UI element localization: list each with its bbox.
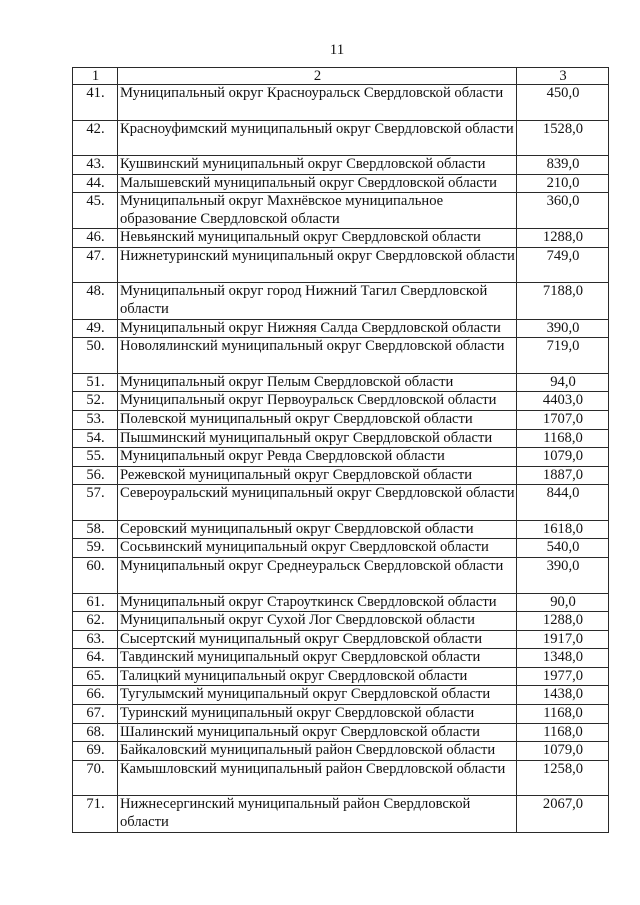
amount-cell: 90,0 xyxy=(517,593,609,612)
municipality-name-cell: Малышевский муниципальный округ Свердловской области xyxy=(118,174,517,193)
municipality-name-cell: Невьянский муниципальный округ Свердловской области xyxy=(118,229,517,248)
amount-cell: 719,0 xyxy=(517,338,609,374)
column-header-2: 2 xyxy=(118,68,517,85)
amount-cell: 1707,0 xyxy=(517,410,609,429)
municipality-name-cell: Муниципальный округ Первоуральск Свердловской области xyxy=(118,392,517,411)
table-row xyxy=(73,85,609,121)
amount-cell: 1168,0 xyxy=(517,705,609,724)
municipality-name-cell: Нижнетуринский муниципальный округ Свердловской области xyxy=(118,247,517,283)
row-number-cell: 54. xyxy=(73,429,118,448)
amount-cell: 7188,0 xyxy=(517,283,609,319)
amount-cell: 1079,0 xyxy=(517,448,609,467)
municipality-name-cell: Полевской муниципальный округ Свердловской области xyxy=(118,410,517,429)
table-row xyxy=(73,156,609,175)
row-number-cell: 50. xyxy=(73,338,118,374)
row-number-cell: 49. xyxy=(73,319,118,338)
table-row xyxy=(73,630,609,649)
row-number-cell: 55. xyxy=(73,448,118,467)
municipality-name-cell: Пышминский муниципальный округ Свердловской области xyxy=(118,429,517,448)
amount-cell: 2067,0 xyxy=(517,796,609,832)
amount-cell: 839,0 xyxy=(517,156,609,175)
amount-cell: 450,0 xyxy=(517,85,609,121)
row-number-cell: 52. xyxy=(73,392,118,411)
row-number-cell: 46. xyxy=(73,229,118,248)
municipality-name-cell: Муниципальный округ Пелым Свердловской области xyxy=(118,373,517,392)
amount-cell: 210,0 xyxy=(517,174,609,193)
table-row xyxy=(73,174,609,193)
table-row xyxy=(73,593,609,612)
row-number-cell: 56. xyxy=(73,466,118,485)
table-row xyxy=(73,485,609,521)
table-row xyxy=(73,120,609,156)
municipality-name-cell: Муниципальный округ Среднеуральск Свердловской области xyxy=(118,558,517,594)
municipality-name-cell: Муниципальный округ Махнёвское муниципальное образование Свердловской области xyxy=(118,193,517,229)
row-number-cell: 62. xyxy=(73,612,118,631)
table-row xyxy=(73,705,609,724)
table-row xyxy=(73,520,609,539)
row-number-cell: 63. xyxy=(73,630,118,649)
table-row xyxy=(73,558,609,594)
municipality-name-cell: Шалинский муниципальный округ Свердловской области xyxy=(118,723,517,742)
row-number-cell: 59. xyxy=(73,539,118,558)
table-body xyxy=(73,85,609,833)
page-number: 11 xyxy=(329,42,345,58)
row-number-cell: 47. xyxy=(73,247,118,283)
row-number-cell: 48. xyxy=(73,283,118,319)
amount-cell: 749,0 xyxy=(517,247,609,283)
municipality-name-cell: Муниципальный округ Староуткинск Свердловской области xyxy=(118,593,517,612)
municipality-name-cell: Режевской муниципальный округ Свердловской области xyxy=(118,466,517,485)
amount-cell: 390,0 xyxy=(517,319,609,338)
row-number-cell: 57. xyxy=(73,485,118,521)
amount-cell: 1528,0 xyxy=(517,120,609,156)
table-row xyxy=(73,193,609,229)
row-number-cell: 44. xyxy=(73,174,118,193)
amount-cell: 1438,0 xyxy=(517,686,609,705)
table-row xyxy=(73,796,609,832)
municipality-name-cell: Красноуфимский муниципальный округ Свердловской области xyxy=(118,120,517,156)
row-number-cell: 51. xyxy=(73,373,118,392)
amount-cell: 844,0 xyxy=(517,485,609,521)
table-row xyxy=(73,760,609,796)
column-header-1: 1 xyxy=(73,68,118,85)
row-number-cell: 61. xyxy=(73,593,118,612)
municipality-name-cell: Новолялинский муниципальный округ Свердловской области xyxy=(118,338,517,374)
municipality-name-cell: Сосьвинский муниципальный округ Свердловской области xyxy=(118,539,517,558)
amount-cell: 1288,0 xyxy=(517,612,609,631)
table-row xyxy=(73,612,609,631)
amount-cell: 1887,0 xyxy=(517,466,609,485)
table-row xyxy=(73,466,609,485)
table-row xyxy=(73,686,609,705)
row-number-cell: 42. xyxy=(73,120,118,156)
row-number-cell: 45. xyxy=(73,193,118,229)
row-number-cell: 53. xyxy=(73,410,118,429)
table-header-row xyxy=(73,68,609,85)
allocation-table xyxy=(72,67,609,833)
amount-cell: 1168,0 xyxy=(517,723,609,742)
amount-cell: 1079,0 xyxy=(517,742,609,761)
municipality-name-cell: Североуральский муниципальный округ Свердловской области xyxy=(118,485,517,521)
amount-cell: 94,0 xyxy=(517,373,609,392)
amount-cell: 1917,0 xyxy=(517,630,609,649)
row-number-cell: 70. xyxy=(73,760,118,796)
table-row xyxy=(73,448,609,467)
amount-cell: 540,0 xyxy=(517,539,609,558)
table-row xyxy=(73,539,609,558)
municipality-name-cell: Нижнесергинский муниципальный район Свердловской области xyxy=(118,796,517,832)
municipality-name-cell: Кушвинский муниципальный округ Свердловской области xyxy=(118,156,517,175)
row-number-cell: 60. xyxy=(73,558,118,594)
amount-cell: 360,0 xyxy=(517,193,609,229)
row-number-cell: 65. xyxy=(73,667,118,686)
table-row xyxy=(73,667,609,686)
table-row xyxy=(73,742,609,761)
table-row xyxy=(73,283,609,319)
municipality-name-cell: Муниципальный округ Нижняя Салда Свердловской области xyxy=(118,319,517,338)
table-row xyxy=(73,229,609,248)
table-row xyxy=(73,373,609,392)
row-number-cell: 66. xyxy=(73,686,118,705)
row-number-cell: 64. xyxy=(73,649,118,668)
amount-cell: 1288,0 xyxy=(517,229,609,248)
column-header-3: 3 xyxy=(517,68,609,85)
municipality-name-cell: Муниципальный округ Красноуральск Свердловской области xyxy=(118,85,517,121)
table-row xyxy=(73,410,609,429)
row-number-cell: 41. xyxy=(73,85,118,121)
row-number-cell: 69. xyxy=(73,742,118,761)
table-row xyxy=(73,319,609,338)
amount-cell: 1168,0 xyxy=(517,429,609,448)
row-number-cell: 67. xyxy=(73,705,118,724)
table-row xyxy=(73,723,609,742)
municipality-name-cell: Туринский муниципальный округ Свердловской области xyxy=(118,705,517,724)
municipality-name-cell: Тавдинский муниципальный округ Свердловской области xyxy=(118,649,517,668)
row-number-cell: 58. xyxy=(73,520,118,539)
table-row xyxy=(73,247,609,283)
table-row xyxy=(73,338,609,374)
municipality-name-cell: Сысертский муниципальный округ Свердловской области xyxy=(118,630,517,649)
municipality-name-cell: Байкаловский муниципальный район Свердловской области xyxy=(118,742,517,761)
municipality-name-cell: Серовский муниципальный округ Свердловской области xyxy=(118,520,517,539)
amount-cell: 4403,0 xyxy=(517,392,609,411)
municipality-name-cell: Муниципальный округ Ревда Свердловской области xyxy=(118,448,517,467)
amount-cell: 1977,0 xyxy=(517,667,609,686)
municipality-name-cell: Муниципальный округ Сухой Лог Свердловской области xyxy=(118,612,517,631)
amount-cell: 1618,0 xyxy=(517,520,609,539)
table-row xyxy=(73,392,609,411)
municipality-name-cell: Камышловский муниципальный район Свердловской области xyxy=(118,760,517,796)
row-number-cell: 68. xyxy=(73,723,118,742)
amount-cell: 1258,0 xyxy=(517,760,609,796)
municipality-name-cell: Тугулымский муниципальный округ Свердловской области xyxy=(118,686,517,705)
amount-cell: 390,0 xyxy=(517,558,609,594)
municipality-name-cell: Талицкий муниципальный округ Свердловской области xyxy=(118,667,517,686)
table-row xyxy=(73,429,609,448)
row-number-cell: 43. xyxy=(73,156,118,175)
table-row xyxy=(73,649,609,668)
amount-cell: 1348,0 xyxy=(517,649,609,668)
municipality-name-cell: Муниципальный округ город Нижний Тагил Свердловской области xyxy=(118,283,517,319)
row-number-cell: 71. xyxy=(73,796,118,832)
